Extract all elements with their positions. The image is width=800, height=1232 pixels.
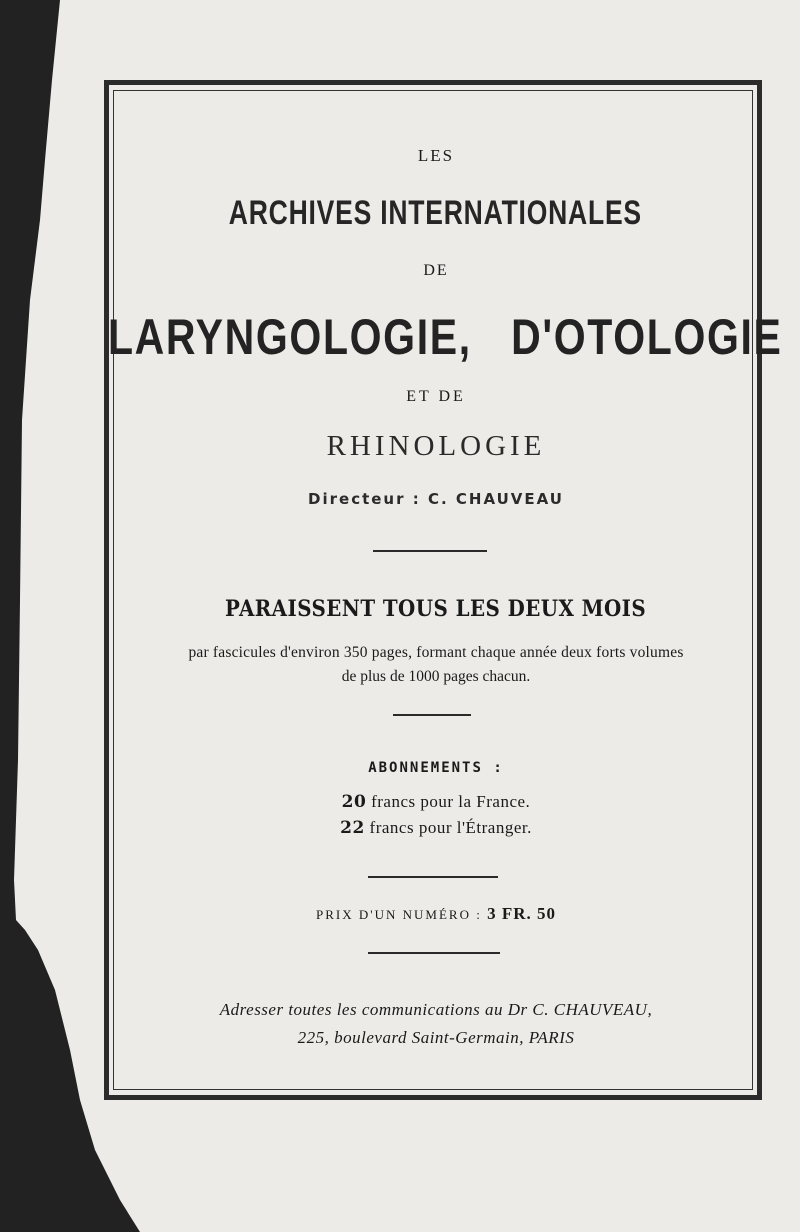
divider-3 (368, 876, 498, 878)
title-rhinologie: RHINOLOGIE (326, 430, 546, 462)
divider-2 (393, 714, 471, 716)
header-de: DE (423, 262, 449, 279)
france-text: francs pour la France. (371, 792, 531, 811)
contact-line-1: Adresser toutes les communications au Dr C. CHAUVEAU, (219, 1000, 653, 1019)
foreign-text: francs pour l'Étranger. (369, 818, 532, 837)
publication-description-2: de plus de 1000 pages chacun. (341, 668, 531, 685)
inner-border-frame (113, 90, 753, 1090)
divider-1 (373, 550, 487, 552)
title-laryngologie-otologie (108, 308, 783, 366)
publication-frequency: PARAISSENT TOUS LES DEUX MOIS (225, 596, 647, 622)
subscriptions-heading: ABONNEMENTS : (368, 760, 504, 776)
directeur-line: Directeur : C. CHAUVEAU (308, 490, 564, 508)
header-et-de: ET DE (406, 388, 466, 405)
price-line (36, 904, 800, 924)
publication-description-1: par fascicules d'environ 350 pages, formant chaque année deux forts volumes (188, 644, 684, 661)
title-archives-internationales: ARCHIVES INTERNATIONALES (228, 194, 642, 232)
title-otologie: D'OTOLOGIE (511, 309, 783, 365)
subscription-foreign (36, 818, 800, 838)
header-les: LES (417, 146, 455, 165)
foreign-amount: 22 (340, 818, 365, 838)
title-laryngologie: LARYNGOLOGIE, (108, 309, 472, 365)
subscription-france (36, 792, 800, 812)
contact-line-2: 225, boulevard Saint-Germain, PARIS (297, 1028, 575, 1047)
price-label: PRIX D'UN NUMÉRO : (316, 907, 482, 922)
divider-4 (368, 952, 500, 954)
price-amount: 3 FR. 50 (487, 904, 556, 923)
france-amount: 20 (341, 792, 367, 812)
